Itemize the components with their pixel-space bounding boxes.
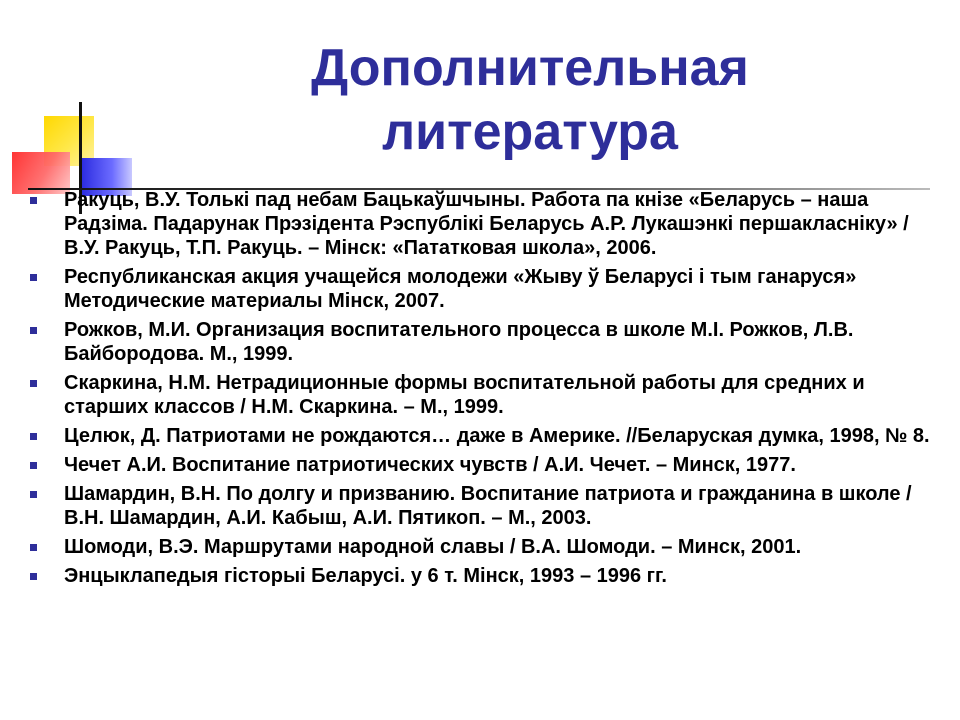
bibliography-item [26, 535, 936, 559]
square-bullet-icon [30, 544, 37, 551]
bibliography-text: Скаркина, Н.М. Нетрадиционные формы воспитательной работы для средних и старших классов / Н.М. Скаркина. – М., 1999. [64, 372, 865, 418]
bibliography-text: Чечет А.И. Воспитание патриотических чувств / А.И. Чечет. – Минск, 1977. [64, 454, 796, 476]
slide-title-line-1: Дополнительная [311, 39, 749, 97]
square-bullet-icon [30, 380, 37, 387]
square-bullet-icon [30, 433, 37, 440]
slide-title [210, 36, 850, 164]
bibliography-text: Энцыклапедыя гісторыі Беларусі. у 6 т. Мінск, 1993 – 1996 гг. [64, 565, 667, 587]
bibliography-text: Целюк, Д. Патриотами не рождаются… даже в Америке. //Беларуская думка, 1998, № 8. [64, 425, 930, 447]
bibliography-list [26, 188, 936, 593]
bibliography-item [26, 188, 936, 260]
square-bullet-icon [30, 491, 37, 498]
square-bullet-icon [30, 327, 37, 334]
slide-title-line-2: литература [382, 103, 678, 161]
bibliography-item [26, 318, 936, 366]
bibliography-text: Ракуць, В.У. Толькі пад небам Бацькаўшчыны. Работа па кнізе «Беларусь – наша Радзіма. Падарунак Прэзідента Рэспублікі Беларусь А.Р. Лукашэнкі першакласніку» / В.У. Ракуць, Т.П. Ракуць. – Мінск: «Пататковая школа», 2006. [64, 189, 909, 259]
bibliography-item [26, 482, 936, 530]
bibliography-text: Рожков, М.И. Организация воспитательного процесса в школе М.І. Рожков, Л.В. Байбородова. М., 1999. [64, 319, 854, 365]
bibliography-item [26, 265, 936, 313]
square-bullet-icon [30, 462, 37, 469]
bibliography-item [26, 371, 936, 419]
square-bullet-icon [30, 573, 37, 580]
bibliography-text: Шомоди, В.Э. Маршрутами народной славы / В.А. Шомоди. – Минск, 2001. [64, 536, 802, 558]
square-bullet-icon [30, 197, 37, 204]
bibliography-item [26, 424, 936, 448]
bibliography-item [26, 564, 936, 588]
bibliography-item [26, 453, 936, 477]
bibliography-text: Республиканская акция учащейся молодежи «Жыву ў Беларусі і тым ганаруся» Методические материалы Мінск, 2007. [64, 266, 857, 312]
bibliography-text: Шамардин, В.Н. По долгу и призванию. Воспитание патриота и гражданина в школе / В.Н. Шамардин, А.И. Кабыш, А.И. Пятикоп. – М., 2003. [64, 483, 912, 529]
square-bullet-icon [30, 274, 37, 281]
